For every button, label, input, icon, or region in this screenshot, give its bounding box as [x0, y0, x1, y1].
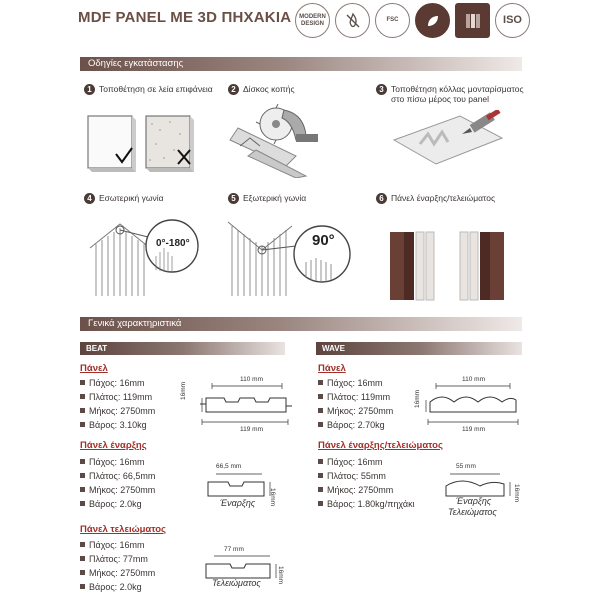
- step-1: [84, 84, 224, 95]
- eco-badge: [335, 3, 370, 38]
- beat-finish-caption: Τελειώματος: [212, 578, 261, 588]
- iso-badge: ISO: [495, 3, 530, 38]
- glue-application-illustration: [390, 110, 510, 170]
- beat-panel-top-dim: 110 mm: [240, 376, 263, 383]
- beat-finish-specs: [80, 538, 155, 594]
- beat-heading: BEAT: [80, 342, 285, 355]
- fsc-badge: FSC: [375, 3, 410, 38]
- spec-item: Βάρος: 1.80kg/πηχάκι: [327, 499, 415, 509]
- page-title: MDF PANEL ME 3D ΠΗΧΑΚΙΑ: [78, 9, 292, 26]
- step-number: 6: [376, 193, 387, 204]
- step-5: [228, 193, 348, 204]
- step-number: 1: [84, 84, 95, 95]
- modern-design-badge: MODERN DESIGN: [295, 3, 330, 38]
- inner-angle-label: 0°-180°: [156, 238, 190, 249]
- spec-item: Πάχος: 16mm: [327, 378, 383, 388]
- step-label: Πάνελ έναρξης/τελειώματος: [391, 193, 496, 203]
- step-6: [376, 193, 526, 204]
- inner-corner-illustration: [80, 216, 210, 298]
- beat-start-top-dim: 66,5 mm: [216, 463, 242, 470]
- wave-finish-caption: Τελειώματος: [448, 507, 497, 517]
- step-number: 3: [376, 84, 387, 95]
- step-2: [228, 84, 338, 95]
- beat-panel-bottom-dim: 119 mm: [240, 426, 263, 433]
- wave-panel-side-dim: 16mm: [414, 389, 421, 408]
- spec-item: Πλάτος: 119mm: [89, 392, 153, 402]
- wave-panel-title: Πάνελ: [318, 363, 346, 374]
- leaf-icon: [425, 13, 441, 29]
- outer-corner-illustration: [226, 216, 356, 298]
- spec-item: Πλάτος: 77mm: [89, 554, 148, 564]
- wave-panel-bottom-dim: 119 mm: [462, 426, 485, 433]
- step-4: [84, 193, 224, 204]
- beat-start-title: Πάνελ έναρξης: [80, 440, 147, 451]
- beat-finish-side-dim: 16mm: [277, 566, 284, 585]
- spec-item: Πάχος: 16mm: [89, 378, 145, 388]
- wave-startfinish-title: Πάνελ έναρξης/τελειώματος: [318, 440, 443, 451]
- spec-item: Πάχος: 16mm: [89, 540, 145, 550]
- beat-finish-top-dim: 77 mm: [224, 546, 244, 553]
- step-label: Δίσκος κοπής: [243, 84, 295, 94]
- installation-heading: Οδηγίες εγκατάστασης: [80, 57, 522, 71]
- step-number: 2: [228, 84, 239, 95]
- wave-panel-top-dim: 110 mm: [462, 376, 485, 383]
- certification-badges: [295, 3, 530, 38]
- saw-cutting-illustration: [226, 100, 326, 178]
- smooth-vs-rough-surface-illustration: [80, 110, 200, 174]
- spec-item: Βάρος: 2.0kg: [89, 582, 142, 592]
- eco-friendly-badge: [415, 3, 450, 38]
- step-3: [376, 84, 526, 104]
- spec-item: Πλάτος: 55mm: [327, 471, 386, 481]
- spec-item: Μήκος: 2750mm: [89, 485, 156, 495]
- spec-item: Βάρος: 2.70kg: [327, 420, 385, 430]
- wave-heading: WAVE: [316, 342, 522, 355]
- beat-panel-side-dim: 16mm: [180, 381, 187, 400]
- fire-icon: [344, 12, 362, 30]
- spec-item: Μήκος: 2750mm: [327, 485, 394, 495]
- start-finish-panels-illustration: [384, 228, 514, 302]
- easy-install-badge: [455, 3, 490, 38]
- beat-start-caption: Έναρξης: [220, 498, 256, 508]
- spec-item: Μήκος: 2750mm: [89, 406, 156, 416]
- wave-startfinish-top-dim: 55 mm: [456, 463, 476, 470]
- step-label: Εξωτερική γωνία: [243, 193, 307, 203]
- general-heading: Γενικά χαρακτηριστικά: [80, 317, 522, 331]
- wave-start-caption: Έναρξης: [456, 496, 492, 506]
- spec-item: Πάχος: 16mm: [89, 457, 145, 467]
- outer-angle-label: 90°: [312, 232, 335, 249]
- step-label: Τοποθέτηση κόλλας μονταρίσματος στο πίσω μέρος του panel: [391, 84, 524, 104]
- spec-item: Πλάτος: 119mm: [327, 392, 391, 402]
- wave-startfinish-side-dim: 16mm: [513, 484, 520, 503]
- spec-item: Πάχος: 16mm: [327, 457, 383, 467]
- spec-item: Βάρος: 3.10kg: [89, 420, 147, 430]
- beat-start-side-dim: 16mm: [269, 488, 276, 507]
- step-number: 5: [228, 193, 239, 204]
- spec-item: Πλάτος: 66,5mm: [89, 471, 156, 481]
- step-label: Τοποθέτηση σε λεία επιφάνεια: [99, 84, 213, 94]
- beat-start-specs: [80, 455, 155, 511]
- beat-finish-title: Πάνελ τελειώματος: [80, 524, 166, 535]
- panels-icon: [463, 11, 483, 31]
- wave-startfinish-specs: [318, 455, 415, 511]
- step-number: 4: [84, 193, 95, 204]
- wave-panel-specs: [318, 376, 393, 432]
- spec-item: Βάρος: 2.0kg: [89, 499, 142, 509]
- spec-item: Μήκος: 2750mm: [89, 568, 156, 578]
- step-label: Εσωτερική γωνία: [99, 193, 164, 203]
- beat-panel-specs: [80, 376, 155, 432]
- beat-panel-title: Πάνελ: [80, 363, 108, 374]
- spec-item: Μήκος: 2750mm: [327, 406, 394, 416]
